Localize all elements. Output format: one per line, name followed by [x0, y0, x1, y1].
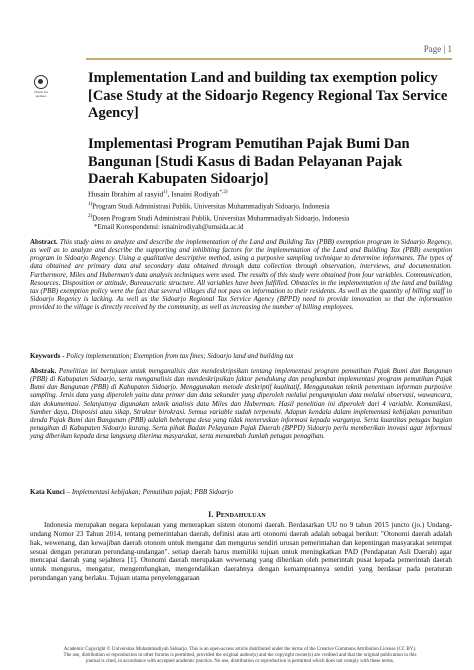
- copyright-footer: Academic Copyright © Universitas Muhammadiyah Sidoarjo. This is an open-access article distributed under the terms of the Creative Commons Attribution License (CC BY). The use, distribution or reproduction in other forums is permitted, provided the original author(s) and the copyright owner(s) are credited and that the original publication in this journal is cited, in accordance with accepted academic practice. No use, distribution or reproduction is permitted which does not comply with these terms.: [63, 647, 417, 664]
- keywords-label: Keywords -: [30, 352, 65, 360]
- abstract-text: This study aims to analyze and describe the implementation of the Land and Building Tax (PBB) exemption program in Sidoarjo Regency, as well as to analyze and describe the supporting and inhibiting factors for the implementation of the Land and Building Tax (PBB) exemption program in Sidoarjo Regency. Using a qualitative descriptive method, using a purposive sampling technique to determine informants. The types of data obtained are primary data and secondary data obtained through data collection through observation, interviews, and documentation. Furthermore, Miles and Huberman's data analysis techniques were used. The results of this study were obtained from four variables. Communication, Resources, Disposition or attitude, Bureaucratic structure. All variables have been fulfilled. Obstacles in the implementation of the land and building tax (PBB) exemption policy were the fact that several villages did not pass on information to their residents. As well as the quantity of billing staff in Sidoarjo Regency is lacking. As well as the Sidoarjo Regional Tax Service Agency (BPPD) need to provide innovation so that the information provided to the village is directly received by the community, as well as increasing the number of billing employees.: [30, 238, 453, 312]
- kata-kunci-text: – Implementasi kebijakan; Pemutihan pajak; PBB Sidoarjo: [64, 488, 233, 496]
- update-badge-icon: [34, 75, 48, 89]
- keywords-text: Policy implementation; Exemption from tax fines; Sidoarjo land and building tax: [64, 352, 294, 360]
- check-for-updates-logo[interactable]: [30, 75, 52, 105]
- author-2: Isnaini Rodiyah: [171, 189, 220, 199]
- keywords-en: [30, 352, 452, 360]
- page-number: Page | 1: [423, 44, 452, 54]
- indonesian-title: Implementasi Program Pemutihan Pajak Bumi Dan Bangunan [Studi Kasus di Badan Pelayanan Pajak Daerah Kabupaten Sidoarjo]: [88, 136, 410, 187]
- english-title: Implementation Land and building tax exemption policy [Case Study at the Sidoarjo Regency Regional Tax Service Agency]: [88, 70, 448, 121]
- affiliations: [88, 200, 349, 232]
- keywords-id: [30, 488, 452, 496]
- affiliation-2: $^{2)}$Dosen Program Studi Administrasi Publik, Universitas Muhammadiyah Sidoarjo, Indonesia: [88, 213, 350, 222]
- abstrak-text: Penelitian ini bertujuan untuk menganalisis dan mendeskripsikan tentang implementasi program pemutihan Pajak Bumi dan Bangunan (PBB) di Kabupaten Sidoarjo, serta menganalisis dan mendeskripsikan faktor pendukung dan penghambat implementasi program pemutihan Pajak Bumi dan Bangunan (PBB) di Kabupaten Sidoarjo. Menggunakan metode deskriptif kualitatif, Menggunakan teknik penentuan informan purposive sampling. Jenis data yang diperoleh yaitu data primer dan data sekunder yang diperoleh melalui pengumpulan data melalui observasi, wawancara, dan dokumentasi. Selanjutnya digunakan teknik analisis data Miles dan Huberman. Hasil penelitian ini diperoleh dari 4 variable. Komunikasi, Sumber daya, Disposisi atau sikap, Struktur birokrasi. Semua variable sudah terpenuhi. Adapun kendala dalam implementasi kebijakan pemutihan denda Pajak Bumi dan Bangunan (PBB) adalah beberapa desa yang tidak meneruskan informasi kepada warganya. Serta kuantitas petugas bagian penagihan di Kabupaten Sidoarjo kurang. Serta pihak Badan Pelayanan Pajak Daerah (BPPD) Sidoarjo perlu memberikan inovasi agar informasi yang diberikan kepada desa langsung diterima masyarakat, serta menambah Jumlah petugas penagihan.: [30, 367, 453, 441]
- correspondence-email[interactable]: *Email Korespondensi: isnainirodiyah@umsida.ac.id: [94, 223, 244, 232]
- logo-text: Check for updates: [34, 90, 48, 98]
- header-rule: [86, 58, 452, 60]
- author-1: Husain Ibrahim al rasyid: [88, 189, 164, 199]
- kata-kunci-label: Kata Kunci: [30, 488, 65, 496]
- author-line: Husain Ibrahim al rasyid$^{1)}$, Isnaini Rodiyah$^{*,2)}$: [88, 189, 228, 199]
- abstract-en: [30, 238, 452, 311]
- abstrak-label: Abstrak.: [30, 367, 57, 375]
- abstract-id: [30, 367, 452, 440]
- section-heading: I. Pendahuluan: [208, 510, 266, 519]
- introduction-paragraph: Indonesia merupakan negara kepulauan yang menerapkan sistem otonomi daerah. Berdasarkan UU no 9 tahun 2015 juncto (jo.) Undang-undang Nomor 23 Tahun 2014, tentang pemerintahan daerah, definisi atau arti otonomi daerah adalah sebagai berikut: "Otonomi daerah adalah hak, wewenang, dan kewajiban daerah otonom untuk mengatur dan mengurus sendiri urusan pemerintahan dan kepentingan masyarakat setempat sesuai dengan peraturan perundang-undangan". setiap daerah harus memiliki tujuan untuk meningkatkan PAD (Pendapatan Asli Daerah) agar mencapai daerah yang sejahtera [1]. Otonomi daerah merupakan wewenang yang diberikan oleh pemerintah pusat kepada pemerintah daerah untuk mengurus, mengatur, mengembangkan, mengendalikan daerahnya dengan kemampuannya sendiri yang berdasar pada peraturan perundangan yang berlaku. Tujuan utama penyelenggaraan: [30, 521, 452, 583]
- abstract-label: Abstract.: [30, 238, 58, 246]
- affiliation-1: $^{1)}$Program Studi Administrasi Publik, Universitas Muhammadiyah Sidoarjo, Indonesia: [88, 202, 330, 211]
